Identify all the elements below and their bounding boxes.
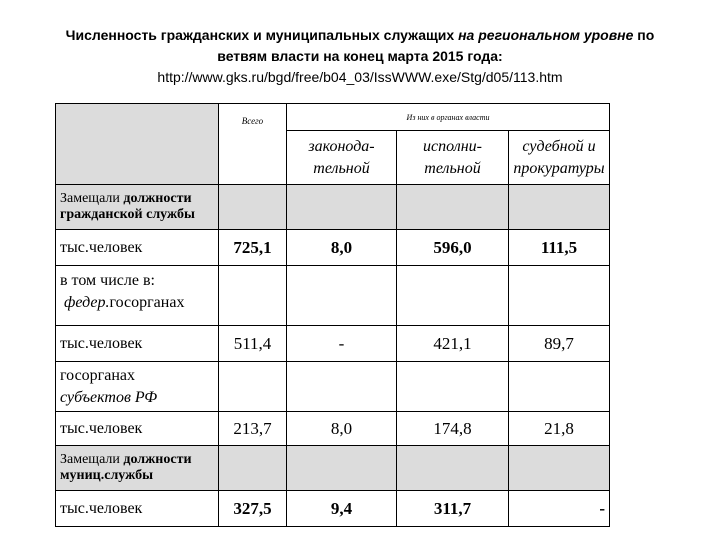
row-label: тыс.человек: [56, 412, 219, 446]
section-civil-service: [56, 185, 610, 230]
slide-title: [0, 25, 720, 88]
cell-executive: 311,7: [397, 491, 509, 527]
cell-total: 213,7: [219, 412, 287, 446]
header-corner: [56, 104, 219, 185]
cell-judicial: 111,5: [509, 230, 610, 266]
cell-total: 327,5: [219, 491, 287, 527]
header-legislative: законода-тельной: [287, 131, 397, 185]
regional-label: госорганах субъектов РФ: [56, 362, 219, 412]
header-executive: исполни-тельной: [397, 131, 509, 185]
title-line-2: ветвям власти на конец марта 2015 года:: [217, 48, 503, 64]
header-total: Всего: [219, 104, 287, 185]
municipal-service-label: Замещали должности муниц.службы: [56, 446, 219, 491]
cell-legislative: 8,0: [287, 412, 397, 446]
source-url: http://www.gks.ru/bgd/free/b04_03/IssWWW.exe/Stg/d05/113.htm: [157, 69, 563, 85]
section-regional: [56, 362, 610, 412]
table-row: [56, 230, 610, 266]
staff-table: [55, 103, 610, 527]
table-row: [56, 412, 610, 446]
cell-legislative: -: [287, 326, 397, 362]
cell-executive: 421,1: [397, 326, 509, 362]
cell-total: 725,1: [219, 230, 287, 266]
section-municipal-service: [56, 446, 610, 491]
header-judicial: судебной и прокуратуры: [509, 131, 610, 185]
cell-judicial: 21,8: [509, 412, 610, 446]
header-group: Из них в органах власти: [287, 104, 610, 131]
table-row: [56, 326, 610, 362]
row-label: тыс.человек: [56, 491, 219, 527]
cell-judicial: -: [509, 491, 610, 527]
federal-label: в том числе в: федер.госорганах: [56, 266, 219, 326]
cell-executive: 174,8: [397, 412, 509, 446]
cell-legislative: 9,4: [287, 491, 397, 527]
cell-judicial: 89,7: [509, 326, 610, 362]
cell-legislative: 8,0: [287, 230, 397, 266]
row-label: тыс.человек: [56, 326, 219, 362]
title-line-1: Численность гражданских и муниципальных служащих на региональном уровне по: [65, 27, 655, 43]
row-label: тыс.человек: [56, 230, 219, 266]
cell-total: 511,4: [219, 326, 287, 362]
table-row: [56, 491, 610, 527]
cell-executive: 596,0: [397, 230, 509, 266]
section-federal: [56, 266, 610, 326]
civil-service-label: Замещали должности гражданской службы: [56, 185, 219, 230]
